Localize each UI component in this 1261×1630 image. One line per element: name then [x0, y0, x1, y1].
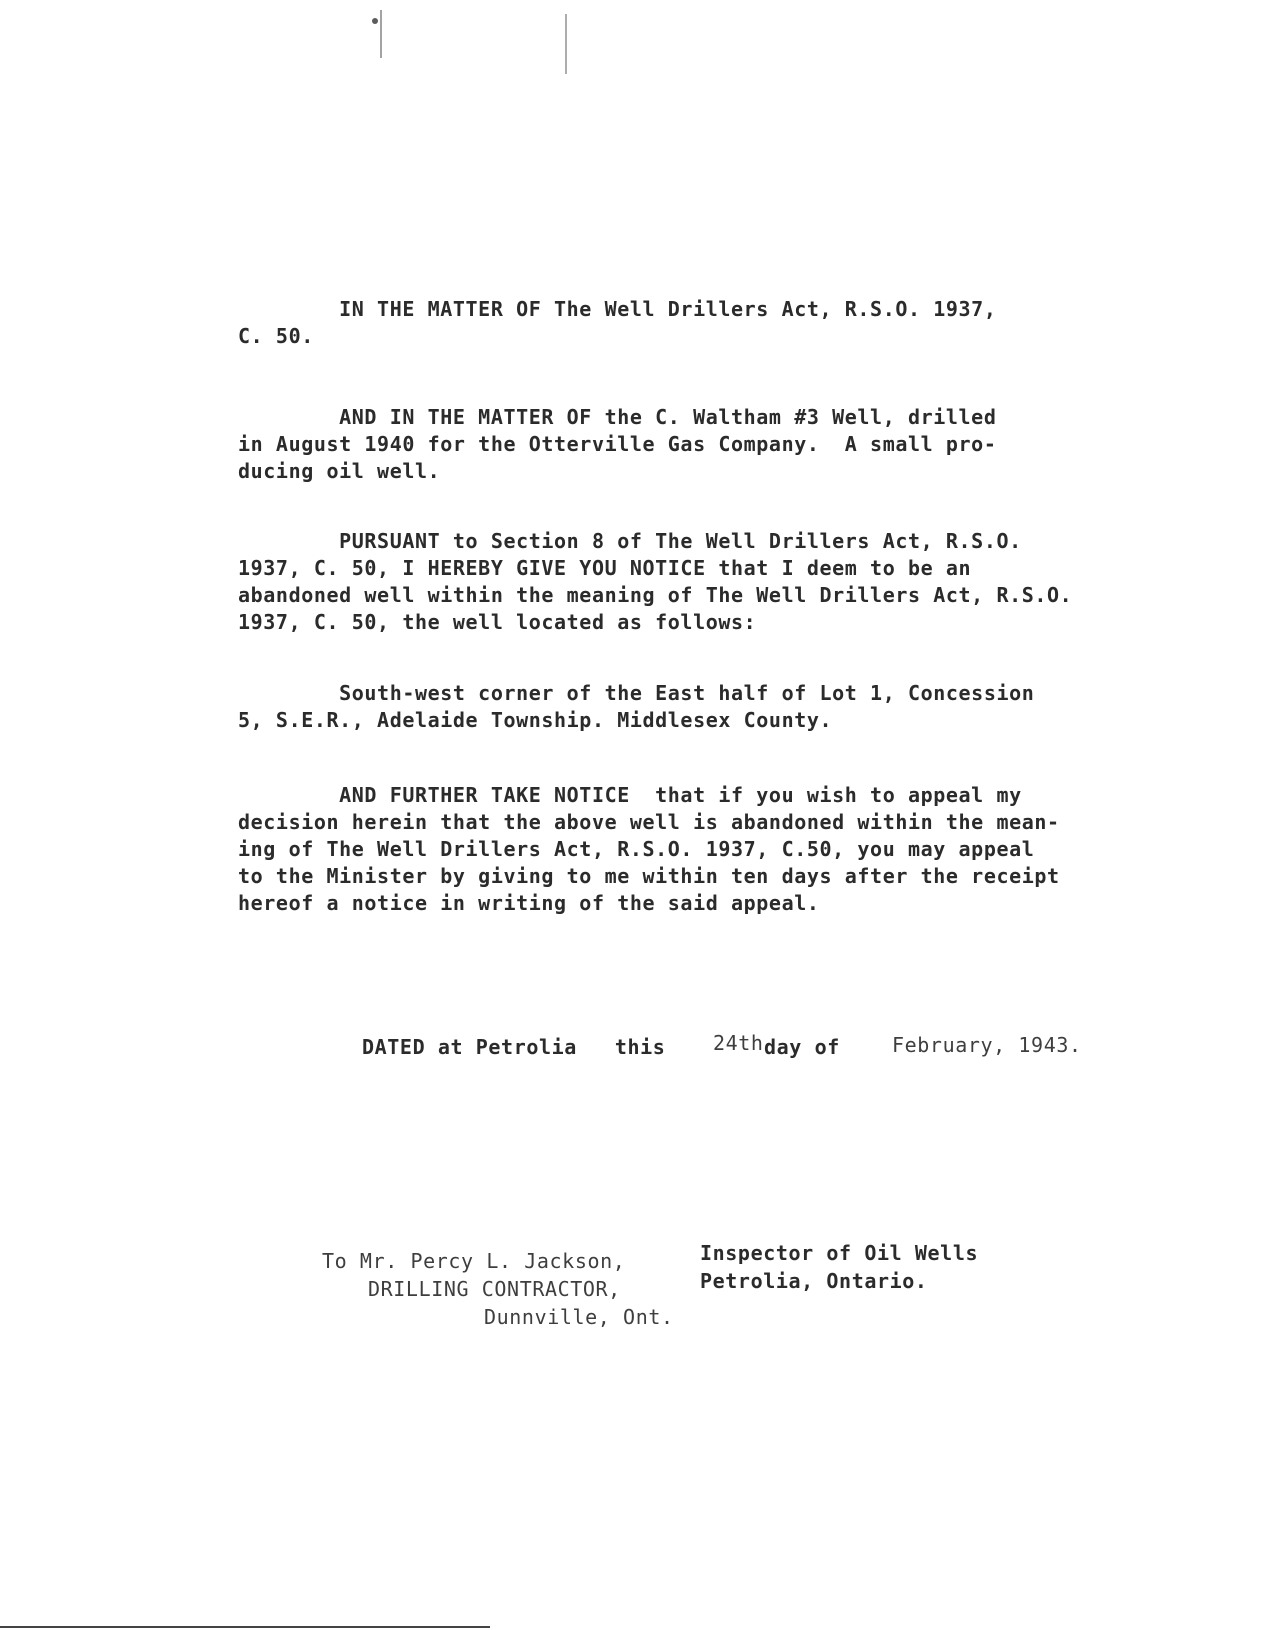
text-line: 5, S.E.R., Adelaide Township. Middlesex County. [238, 708, 833, 732]
pursuant-notice-paragraph [238, 528, 1073, 636]
matter-act-paragraph [238, 296, 1058, 350]
addressee-name: To Mr. Percy L. Jackson, [322, 1249, 626, 1273]
scan-mark [565, 14, 567, 74]
text-line: in August 1940 for the Otterville Gas Company. A small pro- [238, 432, 997, 456]
dated-date: February, 1943. [892, 1033, 1082, 1057]
text-line: AND FURTHER TAKE NOTICE that if you wish to appeal my [238, 783, 1022, 807]
signatory-title: Inspector of Oil Wells [700, 1241, 979, 1265]
dated-day-of: day of [764, 1035, 840, 1059]
text-line: C. 50. [238, 324, 314, 348]
text-line: abandoned well within the meaning of The Well Drillers Act, R.S.O. [238, 583, 1073, 607]
scan-mark [380, 10, 382, 58]
text-line: 1937, C. 50, I HEREBY GIVE YOU NOTICE that I deem to be an [238, 556, 972, 580]
signatory-location: Petrolia, Ontario. [700, 1269, 928, 1293]
addressee-title: DRILLING CONTRACTOR, [368, 1277, 621, 1301]
text-line: decision herein that the above well is abandoned within the mean- [238, 810, 1060, 834]
text-line: South-west corner of the East half of Lot 1, Concession [238, 681, 1035, 705]
location-paragraph [238, 680, 1058, 734]
text-line: hereof a notice in writing of the said appeal. [238, 891, 820, 915]
text-line: 1937, C. 50, the well located as follows: [238, 610, 757, 634]
matter-well-paragraph [238, 404, 1058, 485]
text-line: IN THE MATTER OF The Well Drillers Act, R.S.O. 1937, [238, 297, 997, 321]
text-line: AND IN THE MATTER OF the C. Waltham #3 Well, drilled [238, 405, 997, 429]
text-line: PURSUANT to Section 8 of The Well Drillers Act, R.S.O. [238, 529, 1022, 553]
dated-day: 24th [713, 1031, 764, 1055]
dated-prefix: DATED at Petrolia this [362, 1035, 666, 1059]
text-line: ducing oil well. [238, 459, 441, 483]
text-line: ing of The Well Drillers Act, R.S.O. 1937, C.50, you may appeal [238, 837, 1035, 861]
scan-mark [372, 18, 378, 24]
addressee-location: Dunnville, Ont. [484, 1305, 674, 1329]
text-line: to the Minister by giving to me within ten days after the receipt [238, 864, 1060, 888]
scan-edge-rule [0, 1626, 490, 1628]
appeal-notice-paragraph [238, 782, 1058, 917]
